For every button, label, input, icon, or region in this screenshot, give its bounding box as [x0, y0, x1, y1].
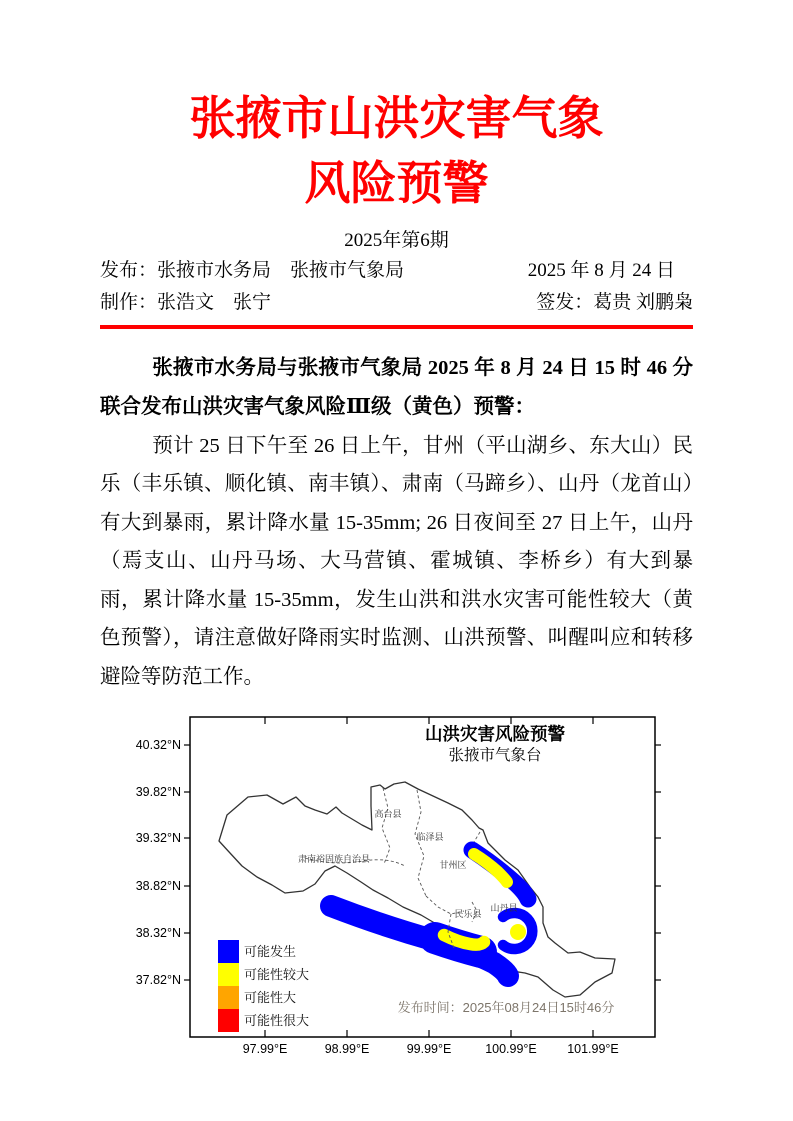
document-title-line2: 风险预警	[304, 158, 489, 210]
x-axis-labels	[243, 1042, 619, 1056]
legend-swatch-likely	[218, 986, 239, 1009]
publisher-row	[100, 255, 693, 287]
legend-label-very-likely: 可能性很大	[244, 1013, 310, 1029]
map-issue-time: 发布时间：2025年08月24日15时46分	[397, 1000, 615, 1016]
x-axis-label: 98.99°E	[324, 1042, 370, 1057]
legend-label-more-likely: 可能性较大	[244, 967, 310, 983]
y-axis-label: 39.82°N	[135, 785, 181, 800]
county-label-linze: 临泽县	[416, 832, 444, 843]
publisher-label: 发布：张掖市水务局 张掖市气象局	[100, 259, 405, 281]
y-axis-label: 37.82°N	[135, 973, 181, 988]
x-axis-label: 101.99°E	[567, 1042, 619, 1057]
county-label-shandan: 山丹县	[490, 903, 518, 914]
legend-label-possible: 可能发生	[244, 944, 297, 960]
y-axis-label: 38.82°N	[135, 879, 181, 894]
publish-date: 2025 年 8 月 24 日	[527, 259, 675, 281]
legend-swatch-very-likely	[218, 1009, 239, 1032]
header-divider	[100, 325, 693, 329]
legend-swatch-more-likely	[218, 963, 239, 986]
y-axis-label: 38.32°N	[135, 926, 181, 941]
issue-number: 2025年第6期	[344, 229, 449, 251]
document-title	[100, 86, 693, 217]
y-axis-label: 40.32°N	[135, 738, 181, 753]
county-label-minle: 民乐县	[454, 909, 482, 920]
warning-summary-paragraph: 张掖市水务局与张掖市气象局 2025 年 8 月 24 日 15 时 46 分联合发布山洪灾害气象风险Ⅲ级（黄色）预警：	[100, 357, 693, 418]
x-axis-label: 97.99°E	[242, 1042, 288, 1057]
legend-label-likely: 可能性大	[244, 990, 297, 1006]
document-content	[0, 86, 793, 1062]
risk-spot-shandan-yellow	[510, 924, 526, 940]
producer-label: 制作：张浩文 张宁	[100, 291, 272, 313]
legend-swatch-possible	[218, 940, 239, 963]
county-label-sunan: 肃南裕固族自治县	[297, 854, 371, 865]
flood-risk-map	[133, 710, 663, 1062]
x-axis-label: 100.99°E	[485, 1042, 537, 1057]
document-title-line1: 张掖市山洪灾害气象	[189, 93, 604, 144]
county-label-ganzhou: 甘州区	[439, 860, 467, 871]
map-title: 山洪灾害风险预警	[425, 724, 565, 745]
forecast-detail-paragraph: 预计 25 日下午至 26 日上午，甘州（平山湖乡、东大山）民乐（丰乐镇、顺化镇、南丰镇）、肃南（马蹄乡）、山丹（龙首山）有大到暴雨，累计降水量 15-35mm; 26 日夜间至 27 日上午，山丹（焉支山、山丹马场、大马营镇、霍城镇、李桥乡）有大到暴雨，累计降水量 15-35mm，发生山洪和洪水灾害可能性较大（黄色预警），请注意做好降雨实时监测、山洪预警、叫醒叫应和转移避险等防范工作。	[100, 434, 693, 688]
map-subtitle: 张掖市气象台	[448, 747, 542, 765]
signer-label: 签发：葛贵 刘鹏枭	[536, 291, 693, 313]
x-axis-label: 99.99°E	[406, 1042, 452, 1057]
y-axis-labels	[136, 738, 181, 987]
county-label-gaotai: 高台县	[374, 809, 402, 820]
y-axis-label: 39.32°N	[135, 831, 181, 846]
flood-risk-map-svg	[133, 710, 663, 1057]
producer-row	[100, 287, 693, 319]
